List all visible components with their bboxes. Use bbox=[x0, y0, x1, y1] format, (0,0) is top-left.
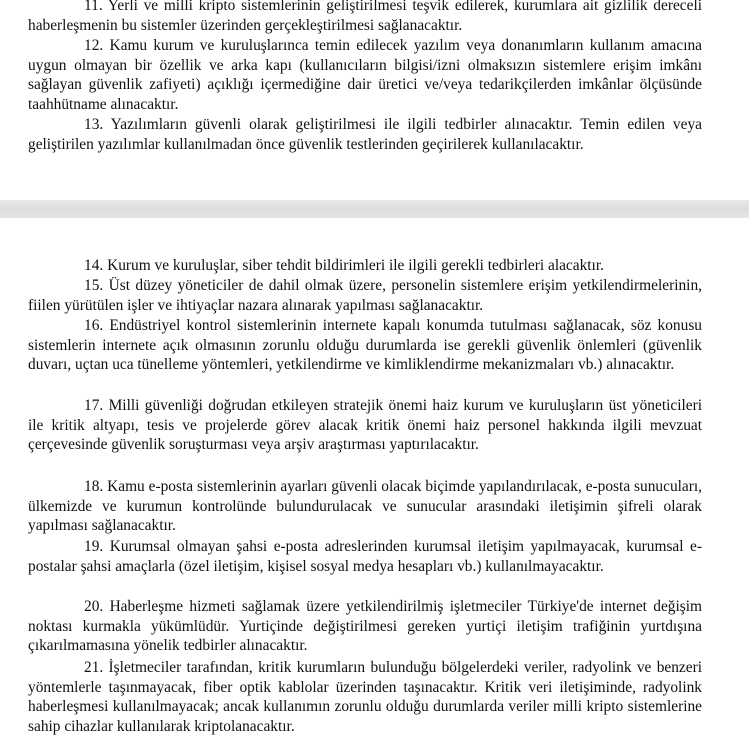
paragraph-13: 13. Yazılımların güvenli olarak geliştirilmesi ile ilgili tedbirler alınacaktır. Temin edilen veya geliştirilen yazılımlar kullanılmadan önce güvenlik testlerinden geçirilerek kullanılacaktır. bbox=[28, 116, 702, 153]
document-page-top bbox=[0, 0, 749, 200]
paragraph-16: 16. Endüstriyel kontrol sistemlerinin internete kapalı konumda tutulması sağlanacak, söz konusu sistemlerin internete açık olmasının zorunlu olduğu durumlarda ise gerekli güvenlik önlemleri (güvenlik duvarı, uçtan uca tünelleme yöntemleri, yetkilendirme ve kimliklendirme mekanizmaları vb.) alınacaktır. bbox=[28, 317, 702, 374]
document-page-bottom bbox=[0, 218, 749, 742]
paragraph-19: 19. Kurumsal olmayan şahsi e-posta adreslerinden kurumsal iletişim yapılmayacak, kurumsal e-postalar şahsi amaçlarla (özel iletişim, kişisel sosyal medya hesapları vb.) kullanılmayacaktır. bbox=[28, 538, 702, 575]
paragraph-15: 15. Üst düzey yöneticiler de dahil olmak üzere, personelin sistemlere erişim yetkilendirmelerinin, fiilen yürütülen işler ve ihtiyaçlar nazara alınarak yapılması sağlanacaktır. bbox=[28, 277, 702, 314]
paragraph-12: 12. Kamu kurum ve kuruluşlarınca temin edilecek yazılım veya donanımların kullanım amacına uygun olmayan bir özellik ve arka kapı (kullanıcıların bilgisi/izni olmaksızın sistemlere erişim imkânı sağlayan güvenlik zafiyeti) açıklığı içermediğine dair üretici ve/veya tedarikçilerden imkânlar ölçüsünde taahhütname alınacaktır. bbox=[28, 37, 702, 113]
paragraph-11: 11. Yerli ve milli kripto sistemlerinin geliştirilmesi teşvik edilerek, kurumlara ait gizlilik dereceli haberleşmenin bu sistemler üzerinden gerçekleştirilmesi sağlanacaktır. bbox=[28, 0, 702, 34]
paragraph-14: 14. Kurum ve kuruluşlar, siber tehdit bildirimleri ile ilgili gerekli tedbirleri alacaktır. bbox=[84, 257, 604, 274]
page-separator bbox=[0, 200, 749, 218]
paragraph-20: 20. Haberleşme hizmeti sağlamak üzere yetkilendirilmiş işletmeciler Türkiye'de internet değişim noktası kurmakla yükümlüdür. Yurtiçinde değiştirilmesi gereken yurtiçi iletişim trafiğinin yurtdışına çıkarılmamasına yönelik tedbirler alınacaktır. bbox=[28, 598, 702, 655]
paragraph-21: 21. İşletmeciler tarafından, kritik kurumların bulunduğu bölgelerdeki veriler, radyolink ve benzeri yöntemlerle taşınmayacak, fiber optik kablolar üzerinden taşınacaktır. Kritik veri iletişiminde, radyolink haberleşmesi kullanılmayacak; ancak kullanımın zorunlu olduğu durumlarda veriler milli kripto sistemlerine sahip cihazlar kullanılarak kriptolanacaktır. bbox=[28, 659, 702, 735]
paragraph-18: 18. Kamu e-posta sistemlerinin ayarları güvenli olacak biçimde yapılandırılacak, e-posta sunucuları, ülkemizde ve kurumun kontrolünde bulundurulacak ve sunucular arasındaki iletişimin şifreli olarak yapılması sağlanacaktır. bbox=[28, 478, 702, 535]
paragraph-17: 17. Milli güvenliği doğrudan etkileyen stratejik önemi haiz kurum ve kuruluşların üst yöneticileri ile kritik altyapı, tesis ve projelerde görev alacak kritik önemi haiz personel hakkında ilgili mevzuat çerçevesinde güvenlik soruşturması veya arşiv araştırması yaptırılacaktır. bbox=[28, 397, 702, 454]
